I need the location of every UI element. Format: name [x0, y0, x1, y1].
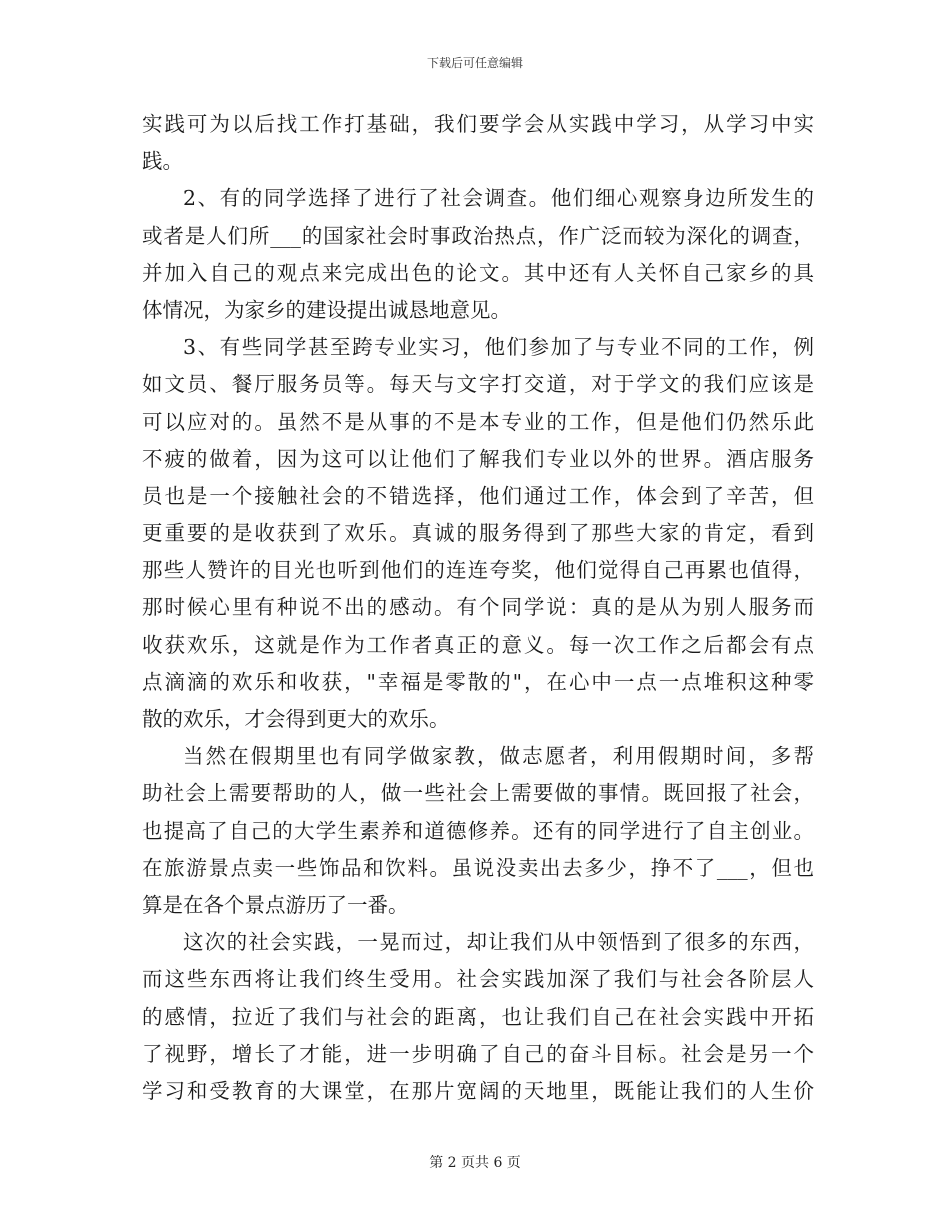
- paragraph: [142, 180, 814, 329]
- text-line: 体情况，为家乡的建设提出诚恳地意见。: [142, 297, 511, 322]
- document-body: [142, 106, 814, 1110]
- text-line: 点滴滴的欢乐和收获，"幸福是零散的"，在心中一点一点堆积这种零: [142, 669, 814, 694]
- text-line: 的感情，拉近了我们与社会的距离，也让我们自己在社会实践中开拓: [142, 1004, 814, 1029]
- text-line: 而这些东西将让我们终生受用。社会实践加深了我们与社会各阶层人: [142, 967, 814, 992]
- text-line: 在旅游景点卖一些饰品和饮料。虽说没卖出去多少，挣不了___，但也: [142, 855, 814, 880]
- text-line: 助社会上需要帮助的人，做一些社会上需要做的事情。既回报了社会，: [142, 781, 814, 806]
- text-line: 那些人赞许的目光也听到他们的连连夸奖，他们觉得自己再累也值得，: [142, 558, 814, 583]
- text-line: 并加入自己的观点来完成出色的论文。其中还有人关怀自己家乡的具: [142, 260, 814, 285]
- page-header: 下载后可任意编辑: [426, 56, 523, 70]
- text-line: 不疲的做着，因为这可以让他们了解我们专业以外的世界。酒店服务: [142, 446, 814, 471]
- paragraph: [142, 329, 814, 738]
- text-line: 实践可为以后找工作打基础，我们要学会从实践中学习，从学习中实: [142, 112, 814, 136]
- text-line: 或者是人们所___的国家社会时事政治热点，作广泛而较为深化的调查，: [142, 223, 814, 248]
- text-line: 学习和受教育的大课堂，在那片宽阔的天地里，既能让我们的人生价: [142, 1078, 814, 1103]
- text-line: 也提高了自己的大学生素养和道德修养。还有的同学进行了自主创业。: [142, 818, 814, 843]
- text-line: 更重要的是收获到了欢乐。真诚的服务得到了那些大家的肯定，看到: [142, 521, 814, 546]
- paragraph: [142, 738, 814, 924]
- text-line: 了视野，增长了才能，进一步明确了自己的奋斗目标。社会是另一个: [142, 1041, 814, 1066]
- text-line: 算是在各个景点游历了一番。: [142, 892, 409, 917]
- text-line: 收获欢乐，这就是作为工作者真正的意义。每一次工作之后都会有点: [142, 632, 814, 657]
- text-line: 可以应对的。虽然不是从事的不是本专业的工作，但是他们仍然乐此: [142, 409, 814, 434]
- text-line: 那时候心里有种说不出的感动。有个同学说：真的是从为别人服务而: [142, 595, 814, 620]
- paragraph: [142, 924, 814, 1110]
- text-line: 3、有些同学甚至跨专业实习，他们参加了与专业不同的工作，例: [183, 335, 814, 360]
- text-line: 践。: [142, 149, 183, 174]
- paragraph: [142, 106, 814, 180]
- text-line: 员也是一个接触社会的不错选择，他们通过工作，体会到了辛苦，但: [142, 483, 814, 508]
- text-line: 散的欢乐，才会得到更大的欢乐。: [142, 707, 450, 731]
- text-line: 如文员、餐厅服务员等。每天与文字打交道，对于学文的我们应该是: [142, 372, 814, 397]
- text-line: 2、有的同学选择了进行了社会调查。他们细心观察身边所发生的: [183, 186, 814, 211]
- page-number-footer: 第 2 页共 6 页: [429, 1155, 521, 1171]
- text-line: 这次的社会实践，一晃而过，却让我们从中领悟到了很多的东西，: [183, 930, 814, 955]
- text-line: 当然在假期里也有同学做家教，做志愿者，利用假期时间，多帮: [183, 744, 814, 769]
